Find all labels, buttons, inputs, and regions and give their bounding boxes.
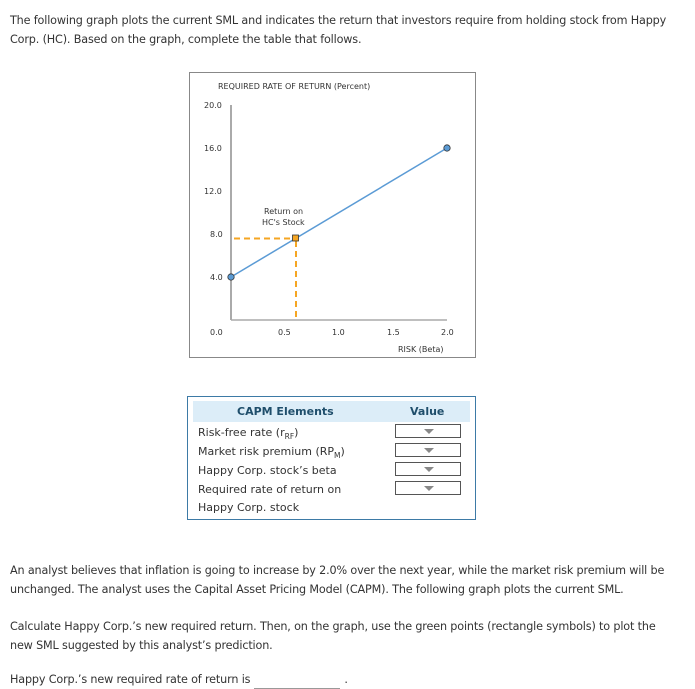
market-risk-premium-dropdown[interactable] — [395, 443, 461, 457]
dropdown-arrow-icon — [424, 448, 434, 453]
chart-title: REQUIRED RATE OF RETURN (Percent) — [218, 82, 371, 91]
dropdown-arrow-icon — [424, 429, 434, 434]
x-axis-label: RISK (Beta) — [398, 345, 444, 354]
hc-annotation-line1: Return on — [264, 207, 304, 216]
x-tick-2: 2.0 — [441, 328, 454, 337]
risk-free-rate-dropdown[interactable] — [395, 424, 461, 438]
answer-line — [10, 670, 680, 689]
hc-stock-point — [293, 235, 299, 241]
x-tick-0: 0.0 — [210, 328, 223, 337]
row-market-risk-premium: Market risk premium $(RP_M)$ — [198, 445, 345, 461]
sml-start-point[interactable] — [228, 274, 234, 280]
intro-text: The following graph plots the current SML and indicates the return that investors require from holding stock from Happy Corp. (HC). Based on the graph, complete the table that follows. — [10, 14, 667, 46]
y-tick-12: 12.0 — [204, 187, 222, 196]
dropdown-arrow-icon — [424, 467, 434, 472]
y-tick-4: 4.0 — [210, 273, 223, 282]
row-required-return: Required rate of return on — [198, 483, 342, 496]
x-tick-1-5: 1.5 — [387, 328, 400, 337]
analyst-text: An analyst believes that inflation is going to increase by 2.0% over the next year, while the market risk premium will be unchanged. The analyst uses the Capital Asset Pricing Model (CAPM). The following graph plots the current SML. — [10, 564, 665, 596]
header-value: Value — [410, 405, 445, 418]
x-tick-1: 1.0 — [332, 328, 345, 337]
dropdown-arrow-icon — [424, 486, 434, 491]
answer-prefix: Happy Corp.’s new required rate of return is — [10, 673, 251, 686]
x-tick-0-5: 0.5 — [278, 328, 291, 337]
new-required-return-input[interactable] — [254, 675, 340, 689]
sml-end-point[interactable] — [444, 145, 450, 151]
capm-table-header — [193, 401, 470, 422]
row-required-return-line2: Happy Corp. stock — [198, 501, 300, 514]
y-tick-8: 8.0 — [210, 230, 223, 239]
instruction-text: Calculate Happy Corp.’s new required return. Then, on the graph, use the green points (rectangle symbols) to plot the new SML suggested by this analyst’s prediction. — [10, 620, 656, 652]
y-tick-16: 16.0 — [204, 144, 222, 153]
hc-annotation-line2: HC's Stock — [262, 218, 305, 227]
sml-chart — [189, 72, 476, 358]
row-stock-beta: Happy Corp. stock’s beta — [198, 464, 337, 477]
y-tick-20: 20.0 — [204, 101, 222, 110]
answer-suffix: . — [344, 673, 348, 686]
stock-beta-dropdown[interactable] — [395, 462, 461, 476]
capm-table — [187, 396, 476, 520]
required-return-dropdown[interactable] — [395, 481, 461, 495]
header-capm-elements: CAPM Elements — [237, 405, 334, 418]
row-risk-free-rate: Risk-free rate $(r_{RF})$ — [198, 426, 299, 442]
